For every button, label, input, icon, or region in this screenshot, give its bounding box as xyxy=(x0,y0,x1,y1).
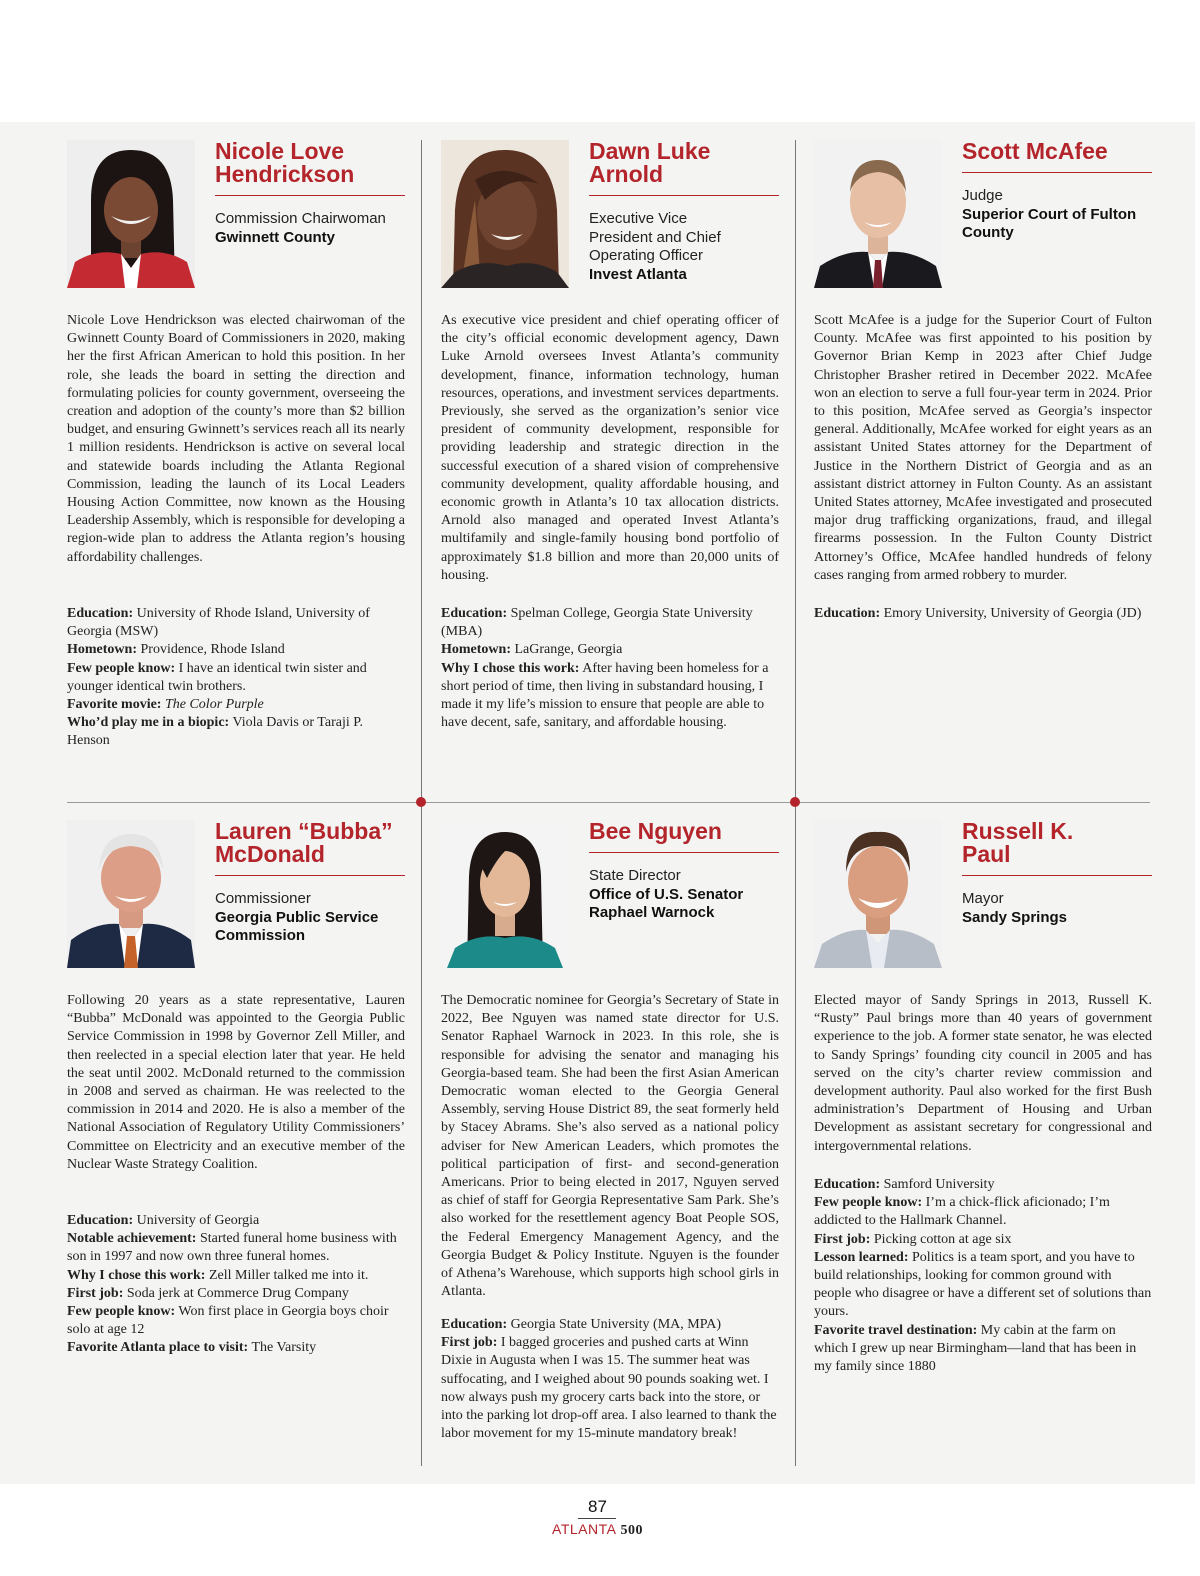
fact-education: Education: Spelman College, Georgia State University (MBA) xyxy=(441,606,753,640)
organization: Superior Court of Fulton County xyxy=(962,205,1137,241)
job-title: Commission Chairwoman xyxy=(215,210,386,227)
job-title: Executive Vice President and Chief Operating Officer xyxy=(589,210,721,264)
brand-word: ATLANTA xyxy=(552,1521,617,1537)
biography: Following 20 years as a state representative, Lauren “Bubba” McDonald was appointed to the Georgia Public Service Commission in 1998 by Governor Zell Miller, and then reelected in a special election later that year. He held the seat until 2002. McDonald returned to the commission in 2008 and served as chairman. He was reelected to the commission in 2014 and 2020. He is also a member of the National Association of Regulatory Utility Commissioners’ Committee on Electricity and an executive member of the Nuclear Waste Strategy Coalition. xyxy=(67,993,405,1172)
column-divider-right-bottom xyxy=(795,806,796,1466)
fact-few-people-know: Few people know: I have an identical twin sister and younger identical twin brothers. xyxy=(67,660,367,694)
brand-number: 500 xyxy=(620,1523,643,1538)
fact-list xyxy=(814,1176,1152,1376)
fact-education: Education: Emory University, University of Georgia (JD) xyxy=(814,606,1142,621)
fact-list xyxy=(441,605,779,732)
portrait-photo xyxy=(814,140,942,288)
organization: Georgia Public Service Commission xyxy=(215,908,379,944)
profile-name: Scott McAfee xyxy=(962,138,1108,164)
fact-few-people-know: Few people know: I’m a chick-flick aficionado; I’m addicted to the Hallmark Channel. xyxy=(814,1195,1110,1229)
fact-education: Education: Georgia State University (MA, MPA) xyxy=(441,1317,722,1332)
organization: Invest Atlanta xyxy=(589,265,687,283)
fact-education: Education: Samford University xyxy=(814,1177,995,1192)
column-divider-right-top xyxy=(795,140,796,802)
organization: Sandy Springs xyxy=(962,908,1068,926)
divider-dot-left xyxy=(416,797,426,807)
fact-first-job: First job: I bagged groceries and pushed carts at Winn Dixie in Augusta when I was 15. The summer heat was suffocating, and I weighed about 90 pounds soaking wet. I now always push my grocery carts back into the store, or into the parking lot drop-off area. I also learned to thank the labor movement for my 15-minute mandatory break! xyxy=(441,1335,777,1442)
profile-name: Lauren “Bubba” McDonald xyxy=(215,818,393,867)
portrait-photo xyxy=(67,140,195,288)
fact-list xyxy=(814,605,1152,623)
divider-dot-right xyxy=(790,797,800,807)
publication-brand xyxy=(540,1521,655,1539)
name-underline xyxy=(962,875,1152,876)
organization: Gwinnett County xyxy=(215,228,335,246)
biography: Elected mayor of Sandy Springs in 2013, Russell K. “Rusty” Paul brings more than 40 years of government experience to the job. A former state senator, he was elected to Sandy Springs’ founding city council in 2005 and has served on the city’s charter review commission and development authority. Paul also worked for the first Bush administration’s Department of Housing and Urban Development as assistant secretary for congressional and intergovernmental relations. xyxy=(814,993,1152,1154)
row-divider xyxy=(67,802,1150,803)
page-number: 87 xyxy=(588,1497,607,1516)
job-title: Commissioner xyxy=(215,890,311,907)
name-underline xyxy=(962,172,1152,173)
column-divider-left-bottom xyxy=(421,806,422,1466)
fact-travel-destination: Favorite travel destination: My cabin at the farm on which I grew up near Birmingham—land that has been in my family since 1880 xyxy=(814,1322,1137,1375)
fact-lesson-learned: Lesson learned: Politics is a team sport, and you have to build relationships, looking for common ground with people who disagree or have a different set of solutions than yours. xyxy=(814,1249,1152,1320)
job-title: Judge xyxy=(962,187,1003,204)
portrait-photo xyxy=(441,820,569,968)
fact-list xyxy=(441,1316,779,1443)
fact-why-this-work: Why I chose this work: Zell Miller talked me into it. xyxy=(67,1267,369,1283)
name-underline xyxy=(589,195,779,196)
name-underline xyxy=(215,875,405,876)
column-divider-left-top xyxy=(421,140,422,802)
job-title: State Director xyxy=(589,867,681,884)
portrait-photo xyxy=(814,820,942,968)
biography: As executive vice president and chief operating officer of the city’s official economic development agency, Dawn Luke Arnold oversees Invest Atlanta’s community development, finance, information technology, human resources, operations, and investment services departments. Previously, she served as the organization’s senior vice president of community development, responsible for providing leadership and strategic direction in the successful execution of a shared vision of comprehensive community development, quality affordable housing, and economic growth in Atlanta’s 10 tax allocation districts. Arnold also managed and operated Invest Atlanta’s multifamily and single-family housing bond portfolio of approximately $1.8 billion and more than 20,000 units of housing. xyxy=(441,313,779,583)
page-number-rule xyxy=(578,1518,616,1519)
name-underline xyxy=(589,852,779,853)
portrait-photo xyxy=(67,820,195,968)
organization: Office of U.S. Senator Raphael Warnock xyxy=(589,885,744,921)
fact-few-people-know: Few people know: Won first place in Georgia boys choir solo at age 12 xyxy=(67,1304,389,1338)
fact-first-job: First job: Picking cotton at age six xyxy=(814,1231,1012,1247)
biography: Nicole Love Hendrickson was elected chairwoman of the Gwinnett County Board of Commissioners in 2020, making her the first African American to hold this position. In her role, she leads the board in setting the direction and formulating policies for county government, overseeing the creation and adoption of the county’s more than $2 billion budget, and ensuring Gwinnett’s services reach all its nearly 1 million residents. Hendrickson is active on several local and statewide boards including the Atlanta Regional Commission, leading the launch of its Local Leaders Housing Action Committee, now known as the Housing Leadership Assembly, which is responsible for developing a region-wide plan to address the Atlanta region’s housing affordability challenges. xyxy=(67,313,405,565)
job-title: Mayor xyxy=(962,890,1004,907)
fact-education: Education: University of Georgia xyxy=(67,1213,260,1228)
profile-name: Nicole Love Hendrickson xyxy=(215,138,355,187)
biography: Scott McAfee is a judge for the Superior Court of Fulton County. McAfee was first appointed to his position by Governor Brian Kemp in 2023 after Chief Judge Christopher Brasher retired in December 2022. McAfee won an election to serve a full four-year term in 2024. Prior to this position, McAfee served as Georgia’s inspector general. Additionally, McAfee worked for eight years as an assistant United States attorney for the Department of Justice in the Northern District of Georgia and as an assistant district attorney in Fulton County. As an assistant United States attorney, McAfee investigated and prosecuted major drug trafficking organizations, fraud, and illegal firearms possession. In the Fulton County District Attorney’s Office, McAfee handled hundreds of felony cases ranging from armed robbery to murder. xyxy=(814,313,1152,583)
fact-education: Education: University of Rhode Island, University of Georgia (MSW) xyxy=(67,606,370,640)
fact-list xyxy=(67,1212,405,1358)
profile-name: Russell K. Paul xyxy=(962,818,1074,867)
fact-why-this-work: Why I chose this work: After having been homeless for a short period of time, then living in substandard housing, I made it my life’s mission to ensure that people are able to have decent, safe, sanitary, and affordable housing. xyxy=(441,660,769,731)
profile-name: Bee Nguyen xyxy=(589,818,722,844)
biography: The Democratic nominee for Georgia’s Secretary of State in 2022, Bee Nguyen was named state director for U.S. Senator Raphael Warnock in 2023. In this role, she is responsible for advising the senator and managing his Georgia-based team. She had been the first Asian American Democratic woman elected to the Georgia General Assembly, serving House District 89, the seat formerly held by Stacey Abrams. She’s also served as a national policy adviser for New American Leaders, which promotes the political participation of first- and second-generation Americans. Prior to being elected in 2017, Nguyen served as chief of staff for Georgia Representative Sam Park. She’s also worked for the resettlement agency Boat People SOS, the Federal Emergency Management Agency, and the Georgia Budget & Policy Institute. Nguyen is the founder of Athena’s Warehouse, which supports high school girls in Atlanta. xyxy=(441,993,779,1300)
fact-first-job: First job: Soda jerk at Commerce Drug Company xyxy=(67,1285,349,1301)
fact-favorite-movie: Favorite movie: The Color Purple xyxy=(67,697,264,713)
profile-name: Dawn Luke Arnold xyxy=(589,138,711,187)
fact-favorite-place: Favorite Atlanta place to visit: The Varsity xyxy=(67,1340,317,1356)
fact-hometown: Hometown: LaGrange, Georgia xyxy=(441,642,623,658)
fact-notable-achievement: Notable achievement: Started funeral home business with son in 1997 and now own three funeral homes. xyxy=(67,1231,397,1265)
fact-biopic: Who’d play me in a biopic: Viola Davis or Taraji P. Henson xyxy=(67,715,363,749)
fact-hometown: Hometown: Providence, Rhode Island xyxy=(67,642,285,658)
fact-list xyxy=(67,605,405,751)
portrait-photo xyxy=(441,140,569,288)
name-underline xyxy=(215,195,405,196)
